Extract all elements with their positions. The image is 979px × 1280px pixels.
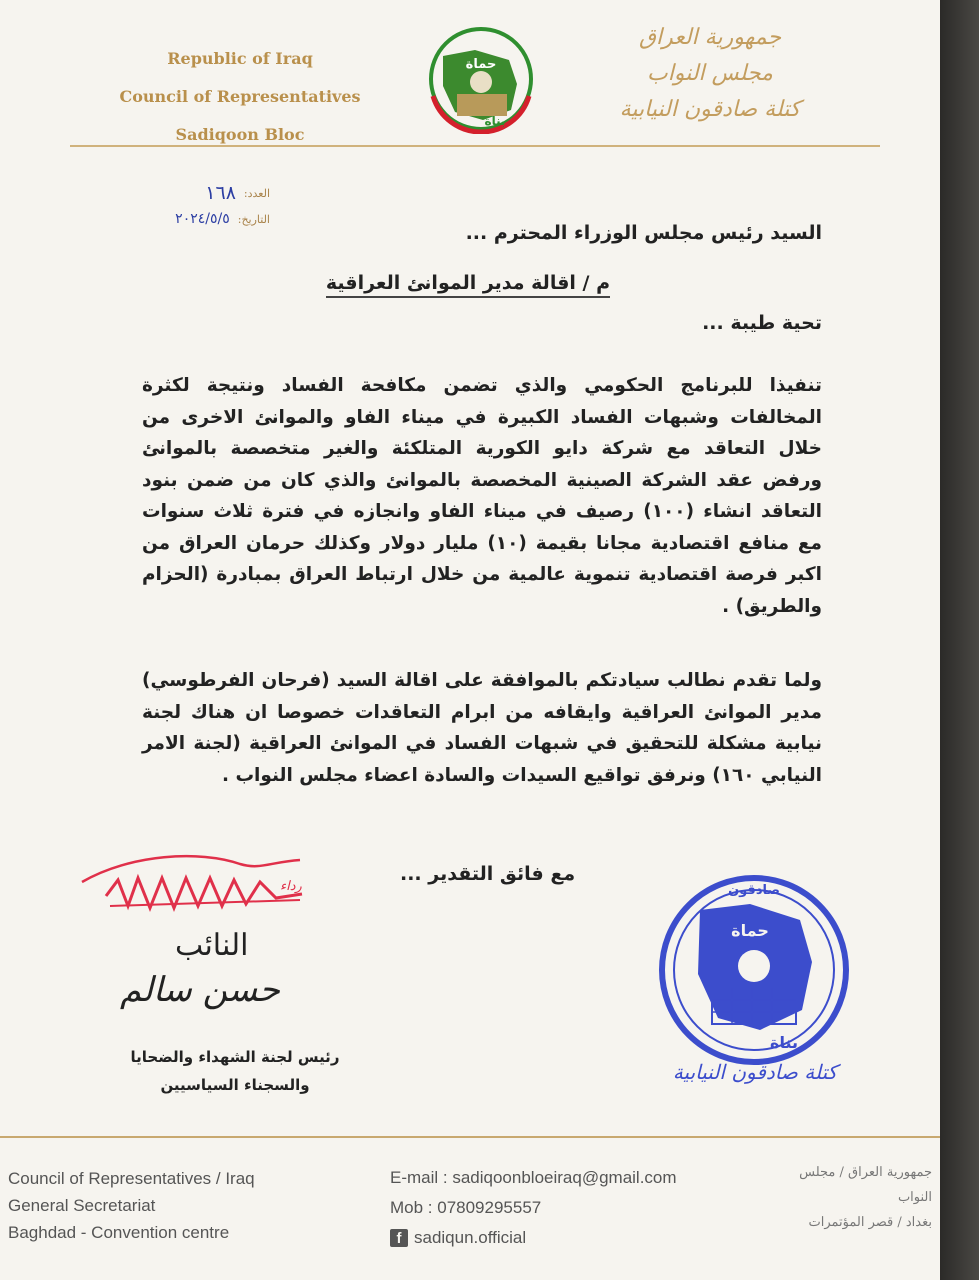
facebook-icon: f [390,1229,408,1247]
footer-contacts [390,1163,677,1253]
addressee: السيد رئيس مجلس الوزراء المحترم ... [465,222,822,244]
stamp-bottom-word: بناة [770,1033,798,1052]
reference-block [100,180,270,232]
footer-address-en [8,1165,255,1246]
footer-council: Council of Representatives / Iraq [8,1169,255,1188]
greeting: تحية طيبة ... [702,312,822,334]
header-divider [70,145,880,147]
number-label: العدد: [243,186,270,200]
letterhead-country-ar: جمهورية العراق [638,25,782,50]
logo-word-top: حماة [465,57,497,72]
signature-scribble: رداء [280,879,302,894]
stamp-middle-word: حماة [731,921,769,940]
footer-secretariat: General Secretariat [8,1196,156,1215]
signature-name: حسن سالم [120,970,280,1010]
table-surface [940,0,979,1280]
subject-line: م / اقالة مدير الموانئ العراقية [326,272,610,298]
closing-line: مع فائق التقدير ... [400,863,576,885]
number-value: ١٦٨ [205,182,236,204]
date-label: التاريخ: [237,212,270,226]
letterhead-country: Republic of Iraq [167,49,313,68]
bloc-logo-icon [413,24,549,134]
arabic-letterhead [560,20,860,128]
letterhead-council-ar: مجلس النواب [647,61,773,86]
letterhead-bloc-ar: كتلة صادقون النيابية [619,97,801,122]
footer-email[interactable]: E-mail : sadiqoonbloeiraq@gmail.com [390,1168,677,1187]
footer-location: Baghdad - Convention centre [8,1223,230,1242]
facebook-handle[interactable]: sadiqun.official [414,1228,527,1247]
footer-address-ar [792,1160,932,1235]
letterhead-bloc: Sadiqoon Bloc [175,125,305,144]
footer-right-line1: جمهورية العراق / مجلس النواب [799,1165,932,1205]
english-letterhead [100,40,380,154]
body-paragraph-1: تنفيذا للبرنامج الحكومي والذي تضمن مكافحة الفساد ونتيجة لكثرة المخالفات وشبهات الفساد الكبيرة في ميناء الفاو والموانئ الاخرى من خلال التعاقد مع شركة دايو الكورية المتلكئة والغير متخصصة بالموانئ ورفض عقد الشركة الصينية المخصصة بالموانئ والذي كان من ضمن بنود التعاقد انشاء (١٠٠) رصيف في ميناء الفاو وانجازه في فترة ثلاث سنوات مع منافع اقتصادية مجانا بقيمة (١٠) مليار دولار وكذلك حرمان العراق من اكبر فرصة اقتصادية تنموية عالمية من خلال ارتباط العراق بمبادرة (الحزام والطريق) . [142,375,823,617]
handwritten-signature-icon [70,848,370,988]
signature-title: النائب [175,928,249,963]
footer-right-line2: بغداد / قصر المؤتمرات [808,1215,932,1230]
signature-role-line1: رئيس لجنة الشهداء والضحايا [130,1048,340,1066]
footer-facebook[interactable] [390,1223,677,1253]
logo-word-bottom: بناة [484,114,506,128]
stamp-caption: كتلة صادقون النيابية [672,1060,838,1084]
letterhead-council: Council of Representatives [119,87,361,106]
body-paragraph-2: ولما تقدم نطالب سيادتكم بالموافقة على اقالة السيد (فرحان الفرطوسي) مدير الموانئ العراقية وايقافه من ابرام التعاقدات خصوصا ان هناك لجنة نيابية مشكلة للتحقيق في شبهات الفساد في الموانئ العراقية (لجنة الامر النيابي ١٦٠) ونرفق تواقيع السيدات والسادة اعضاء مجلس النواب . [142,670,822,786]
footer-divider [0,1136,940,1138]
stamp-top-word: صادقون [728,883,780,898]
date-value: ٢٠٢٤/٥/٥ [175,211,230,227]
footer-mobile: Mob : 07809295557 [390,1198,542,1217]
signature-role-line2: والسجناء السياسيين [160,1076,310,1094]
signature-role [110,1043,360,1099]
